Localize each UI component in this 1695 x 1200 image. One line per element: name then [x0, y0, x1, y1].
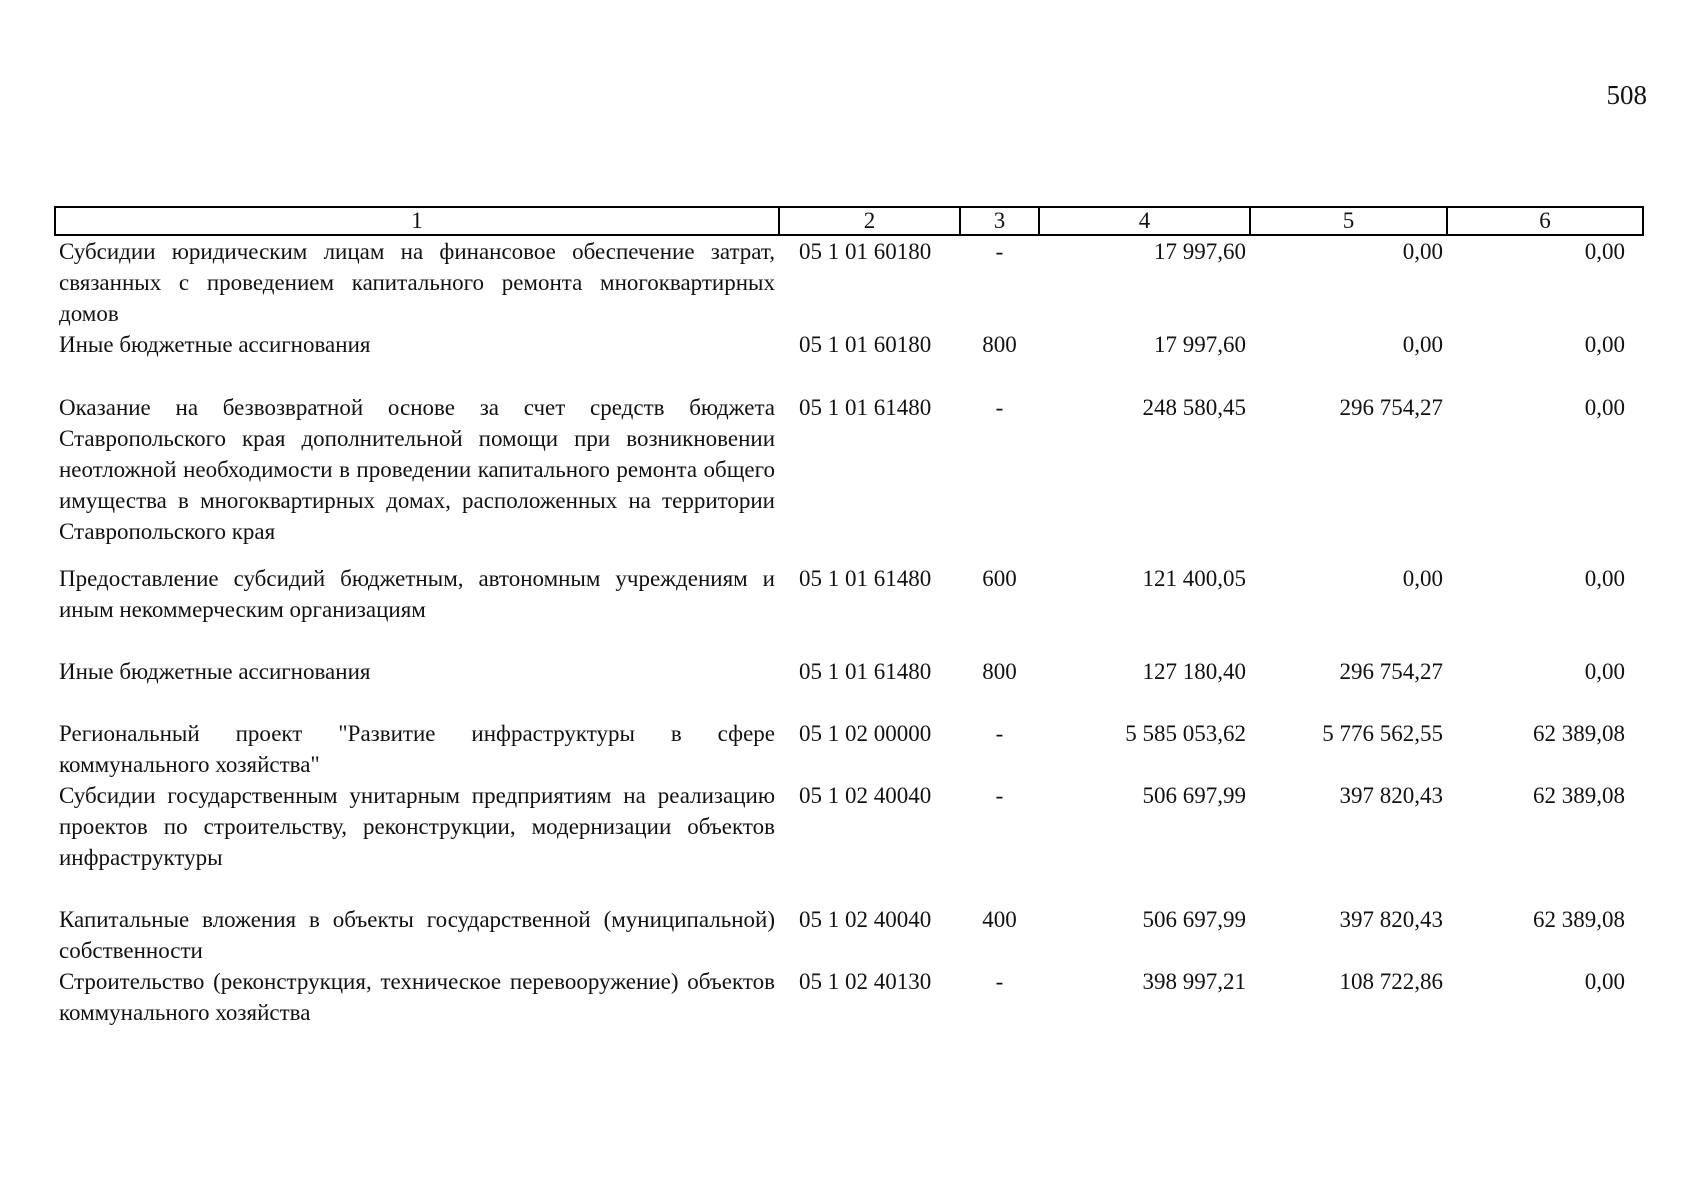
row-type: - [995, 395, 1004, 420]
row-name: Иные бюджетные ассигнования [59, 332, 371, 357]
table-row [55, 780, 1643, 904]
row-code: 05 1 01 61480 [799, 659, 932, 684]
row-value-4: 248 580,45 [1142, 395, 1246, 420]
row-name: Оказание на безвозвратной основе за счет средств бюджета Ставропольского края дополнительной помощи при возникновении неотложной необходимости в проведении капитального ремонта общего имущества в многоквартирных домах, расположенных на территории Ставропольского края [59, 395, 775, 544]
row-value-4: 127 180,40 [1142, 659, 1246, 684]
row-value-6: 0,00 [1584, 969, 1625, 994]
row-value-5: 0,00 [1402, 239, 1443, 264]
row-value-6: 0,00 [1584, 659, 1625, 684]
row-name: Строительство (реконструкция, техническое перевооружение) объектов коммунального хозяйства [59, 969, 775, 1025]
column-header: 2 [779, 207, 960, 235]
row-value-6: 0,00 [1584, 395, 1625, 420]
row-type: - [995, 783, 1004, 808]
row-type: - [995, 239, 1004, 264]
row-code: 05 1 02 00000 [799, 721, 932, 746]
row-value-6: 0,00 [1584, 566, 1625, 591]
table-row [55, 904, 1643, 966]
column-header: 3 [960, 207, 1039, 235]
row-value-5: 108 722,86 [1339, 969, 1443, 994]
row-type: 600 [982, 566, 1017, 591]
column-header: 6 [1447, 207, 1643, 235]
row-code: 05 1 01 61480 [799, 395, 932, 420]
table-row [55, 656, 1643, 718]
table-row [55, 563, 1643, 656]
row-type: 400 [982, 907, 1017, 932]
row-value-6: 0,00 [1584, 332, 1625, 357]
row-code: 05 1 02 40040 [799, 783, 932, 808]
row-name: Субсидии юридическим лицам на финансовое обеспечение затрат, связанных с проведением капитального ремонта многоквартирных домов [59, 239, 775, 326]
row-value-4: 398 997,21 [1142, 969, 1246, 994]
row-value-6: 62 389,08 [1533, 783, 1625, 808]
row-value-4: 121 400,05 [1142, 566, 1246, 591]
row-type: 800 [982, 659, 1017, 684]
row-value-4: 506 697,99 [1142, 783, 1246, 808]
row-value-5: 296 754,27 [1339, 395, 1443, 420]
row-name: Региональный проект "Развитие инфраструктуры в сфере коммунального хозяйства" [59, 721, 775, 777]
row-value-4: 17 997,60 [1154, 239, 1246, 264]
row-value-5: 296 754,27 [1339, 659, 1443, 684]
row-name: Иные бюджетные ассигнования [59, 659, 371, 684]
row-code: 05 1 02 40040 [799, 907, 932, 932]
table-row [55, 329, 1643, 392]
table-row [55, 966, 1643, 1028]
row-value-5: 0,00 [1402, 332, 1443, 357]
column-header: 1 [55, 207, 779, 235]
row-code: 05 1 02 40130 [799, 969, 932, 994]
row-code: 05 1 01 60180 [799, 239, 932, 264]
row-value-5: 397 820,43 [1339, 907, 1443, 932]
row-value-5: 397 820,43 [1339, 783, 1443, 808]
column-header: 4 [1039, 207, 1250, 235]
row-value-6: 0,00 [1584, 239, 1625, 264]
row-value-6: 62 389,08 [1533, 721, 1625, 746]
table-header-row [55, 207, 1643, 235]
row-type: - [995, 969, 1004, 994]
row-type: 800 [982, 332, 1017, 357]
row-type: - [995, 721, 1004, 746]
row-value-4: 5 585 053,62 [1125, 721, 1246, 746]
table-row [55, 718, 1643, 780]
row-name: Капитальные вложения в объекты государственной (муниципальной) собственности [59, 907, 775, 963]
column-header: 5 [1250, 207, 1447, 235]
row-value-6: 62 389,08 [1533, 907, 1625, 932]
row-value-4: 17 997,60 [1154, 332, 1246, 357]
row-name: Предоставление субсидий бюджетным, автономным учреждениям и иным некоммерческим организациям [59, 566, 775, 622]
page-number: 508 [1606, 80, 1647, 110]
row-code: 05 1 01 60180 [799, 332, 932, 357]
row-code: 05 1 01 61480 [799, 566, 932, 591]
row-value-5: 0,00 [1402, 566, 1443, 591]
row-value-5: 5 776 562,55 [1322, 721, 1443, 746]
budget-table [54, 206, 1644, 1028]
row-value-4: 506 697,99 [1142, 907, 1246, 932]
row-name: Субсидии государственным унитарным предприятиям на реализацию проектов по строительству, реконструкции, модернизации объектов инфраструктуры [59, 783, 775, 870]
table-row [55, 392, 1643, 563]
table-row [55, 235, 1643, 329]
